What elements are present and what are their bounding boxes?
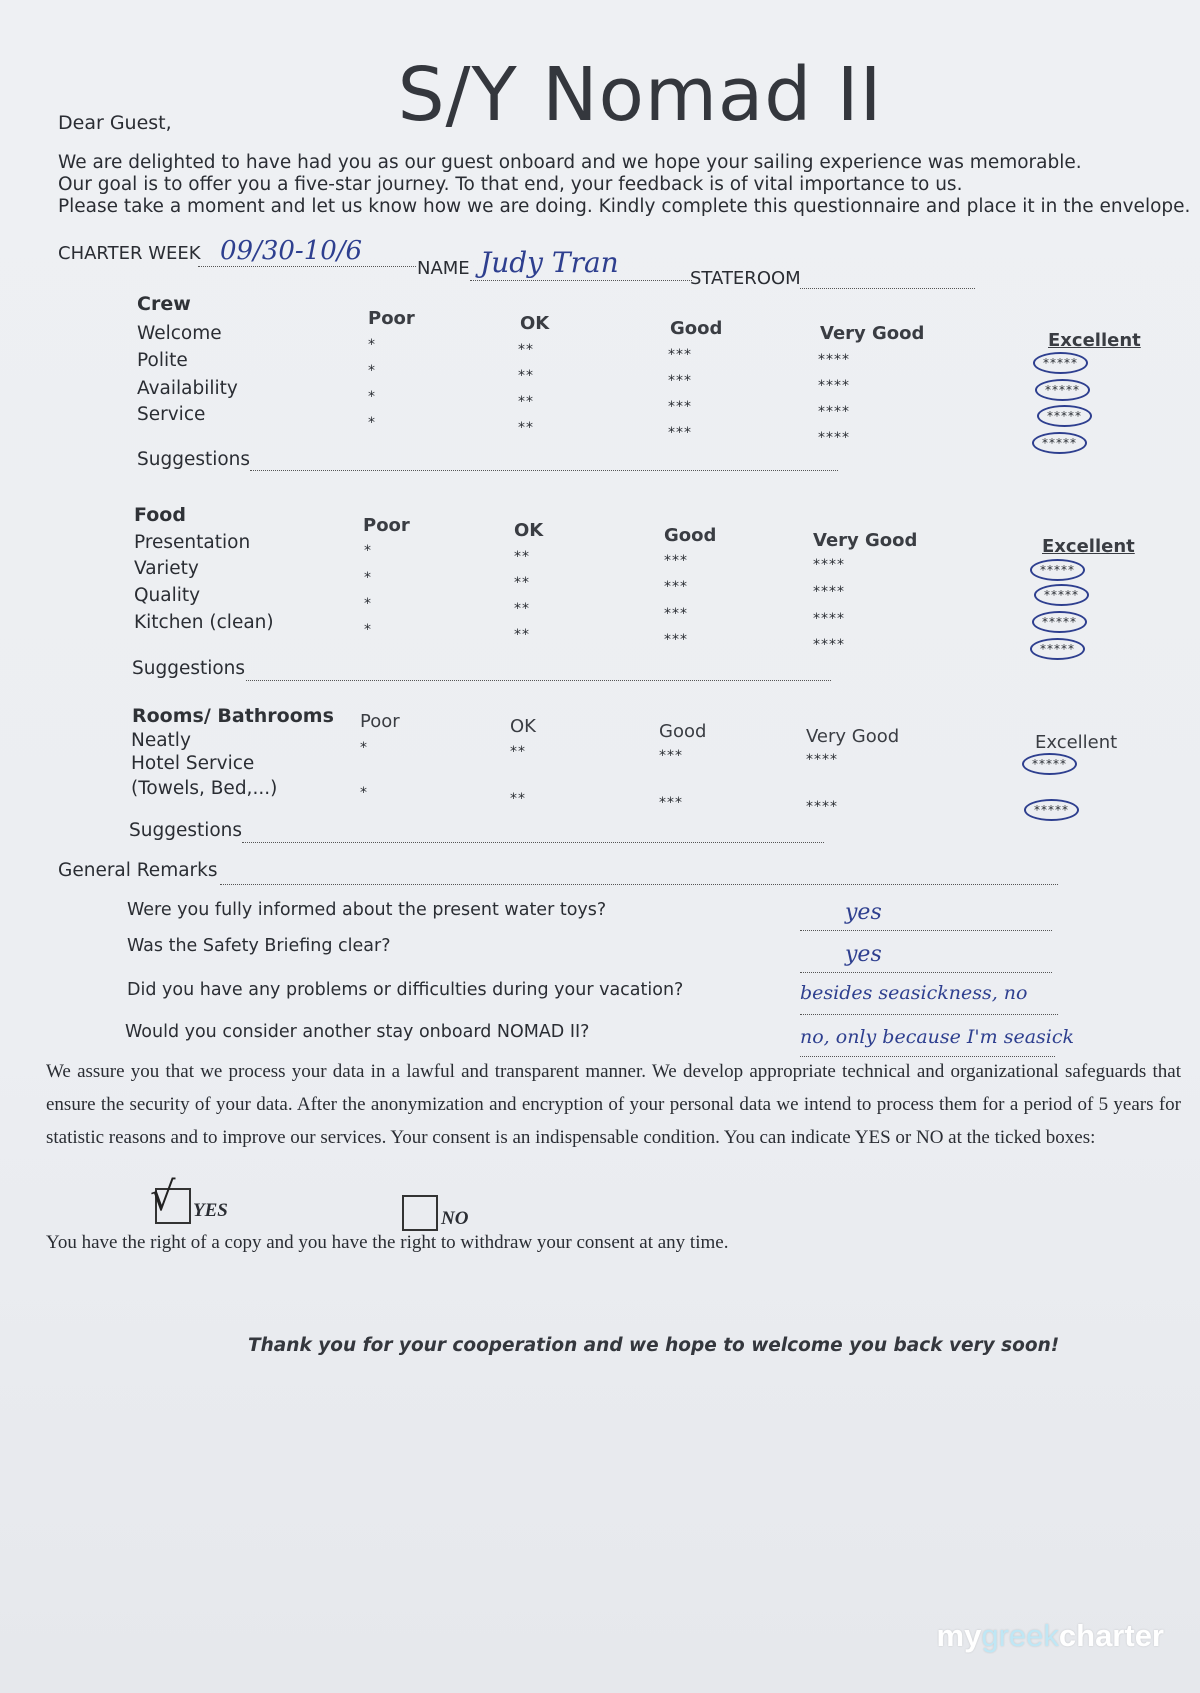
col-head-very-good: Very Good — [820, 323, 925, 344]
rating-good[interactable]: *** — [668, 425, 692, 441]
rating-ok[interactable]: ** — [514, 601, 530, 617]
answer-safety-briefing[interactable]: yes — [845, 942, 882, 967]
rating-ok[interactable]: ** — [518, 368, 534, 384]
check-mark-icon: √ — [150, 1174, 176, 1220]
rating-poor[interactable]: * — [364, 596, 372, 612]
rating-poor[interactable]: * — [364, 622, 372, 638]
answer-line — [800, 930, 1052, 931]
watermark-part: greek — [981, 1618, 1059, 1653]
crew-item-availability: Availability — [137, 378, 238, 399]
answer-line — [800, 972, 1052, 973]
watermark-part: my — [936, 1618, 982, 1653]
rating-excellent-selected[interactable]: ***** — [1032, 611, 1087, 633]
crew-suggestions-field[interactable] — [250, 470, 838, 471]
rating-poor[interactable]: * — [368, 363, 376, 379]
rating-very-good[interactable]: **** — [806, 799, 838, 815]
rating-good[interactable]: *** — [664, 606, 688, 622]
name-line — [470, 280, 692, 281]
rating-very-good[interactable]: **** — [818, 430, 850, 446]
rating-good[interactable]: *** — [668, 399, 692, 415]
section-title-crew: Crew — [137, 293, 191, 315]
answer-problems[interactable]: besides seasickness, no — [800, 982, 1028, 1004]
name-label: NAME — [417, 258, 470, 279]
rating-good[interactable]: *** — [668, 373, 692, 389]
rating-ok[interactable]: ** — [518, 420, 534, 436]
rating-poor[interactable]: * — [360, 740, 368, 756]
col-head-poor: Poor — [368, 308, 415, 329]
rating-poor[interactable]: * — [368, 389, 376, 405]
stateroom-field[interactable] — [800, 288, 975, 289]
intro-line: We are delighted to have had you as our guest onboard and we hope your sailing experience was memorable. — [58, 152, 1082, 173]
rating-excellent-selected[interactable]: ***** — [1034, 584, 1089, 606]
intro-line: Please take a moment and let us know how we are doing. Kindly complete this questionnaire and place it in the envelope. — [58, 196, 1191, 217]
rating-poor[interactable]: * — [360, 785, 368, 801]
rating-ok[interactable]: ** — [510, 791, 526, 807]
rating-good[interactable]: *** — [664, 553, 688, 569]
rating-excellent-selected[interactable]: ***** — [1033, 352, 1088, 374]
rating-very-good[interactable]: **** — [813, 637, 845, 653]
consent-no-checkbox[interactable] — [402, 1195, 438, 1231]
question-safety-briefing: Was the Safety Briefing clear? — [127, 936, 391, 956]
col-head-ok: OK — [510, 716, 536, 737]
section-title-rooms: Rooms/ Bathrooms — [132, 705, 334, 727]
food-suggestions-field[interactable] — [246, 680, 831, 681]
rating-poor[interactable]: * — [368, 415, 376, 431]
charter-week-label: CHARTER WEEK — [58, 243, 201, 264]
col-head-excellent: Excellent — [1035, 732, 1118, 753]
consent-yes-label: YES — [193, 1200, 228, 1221]
food-item-variety: Variety — [134, 558, 199, 579]
rooms-suggestions-label: Suggestions — [129, 820, 243, 841]
rating-very-good[interactable]: **** — [813, 584, 845, 600]
food-suggestions-label: Suggestions — [132, 658, 246, 679]
rating-good[interactable]: *** — [659, 795, 683, 811]
answer-line — [800, 1014, 1058, 1015]
watermark-logo — [937, 1618, 1164, 1654]
watermark-part: charter — [1058, 1618, 1164, 1653]
rating-excellent-selected[interactable]: ***** — [1032, 432, 1087, 454]
rating-excellent-selected[interactable]: ***** — [1030, 559, 1085, 581]
col-head-excellent: Excellent — [1042, 536, 1135, 557]
crew-suggestions-label: Suggestions — [137, 449, 251, 470]
rating-good[interactable]: *** — [659, 748, 683, 764]
page-title: S/Y Nomad II — [397, 52, 883, 138]
crew-item-service: Service — [137, 404, 206, 425]
rating-ok[interactable]: ** — [514, 627, 530, 643]
question-problems: Did you have any problems or difficulties during your vacation? — [127, 980, 684, 1000]
col-head-good: Good — [670, 318, 723, 339]
crew-item-welcome: Welcome — [137, 323, 222, 344]
thank-you-message: Thank you for your cooperation and we hope to welcome you back very soon! — [248, 1335, 1060, 1356]
col-head-poor: Poor — [363, 515, 410, 536]
answer-another-stay[interactable]: no, only because I'm seasick — [800, 1026, 1075, 1048]
rating-ok[interactable]: ** — [514, 549, 530, 565]
section-title-food: Food — [134, 504, 186, 526]
charter-week-field[interactable]: 09/30-10/6 — [220, 236, 363, 266]
rating-poor[interactable]: * — [364, 570, 372, 586]
col-head-ok: OK — [520, 313, 550, 334]
food-item-quality: Quality — [134, 585, 201, 606]
rooms-item-towels-bed: (Towels, Bed,...) — [131, 778, 278, 799]
question-another-stay: Would you consider another stay onboard NOMAD II? — [125, 1022, 590, 1042]
rating-good[interactable]: *** — [664, 632, 688, 648]
answer-water-toys[interactable]: yes — [845, 900, 882, 925]
rating-ok[interactable]: ** — [518, 394, 534, 410]
intro-paragraph — [58, 152, 1191, 218]
rating-excellent-selected[interactable]: ***** — [1030, 638, 1085, 660]
rooms-item-neatly: Neatly — [131, 730, 191, 751]
rating-poor[interactable]: * — [364, 543, 372, 559]
rating-excellent-selected[interactable]: ***** — [1037, 405, 1092, 427]
rating-very-good[interactable]: **** — [813, 611, 845, 627]
rating-ok[interactable]: ** — [518, 342, 534, 358]
name-field[interactable]: Judy Tran — [480, 246, 619, 279]
rating-very-good[interactable]: **** — [818, 404, 850, 420]
consent-no-label: NO — [441, 1208, 469, 1229]
food-item-presentation: Presentation — [134, 532, 251, 553]
rooms-item-hotel-service: Hotel Service — [131, 753, 255, 774]
crew-item-polite: Polite — [137, 350, 188, 371]
food-item-kitchen: Kitchen (clean) — [134, 612, 274, 633]
col-head-good: Good — [659, 721, 707, 742]
rating-very-good[interactable]: **** — [818, 378, 850, 394]
rating-ok[interactable]: ** — [514, 575, 530, 591]
general-remarks-field[interactable] — [220, 884, 1058, 885]
rating-good[interactable]: *** — [668, 347, 692, 363]
general-remarks-label: General Remarks — [58, 860, 218, 881]
rating-very-good[interactable]: **** — [806, 752, 838, 768]
rating-very-good[interactable]: **** — [813, 557, 845, 573]
col-head-poor: Poor — [360, 711, 400, 732]
col-head-excellent: Excellent — [1048, 330, 1141, 351]
rating-ok[interactable]: ** — [510, 744, 526, 760]
consent-withdraw-note: You have the right of a copy and you have the right to withdraw your consent at any time. — [46, 1232, 729, 1253]
intro-line: Our goal is to offer you a five-star journey. To that end, your feedback is of vital importance to us. — [58, 174, 963, 195]
rating-excellent-selected[interactable]: ***** — [1035, 379, 1090, 401]
col-head-very-good: Very Good — [806, 726, 900, 747]
col-head-very-good: Very Good — [813, 530, 918, 551]
rating-excellent-selected[interactable]: ***** — [1024, 799, 1079, 821]
privacy-statement: We assure you that we process your data in a lawful and transparent manner. We develop appropriate technical and organizational safeguards that ensure the security of your data. After the anonymization and encryption of your personal data we intend to process them for a period of 5 years for statistic reasons and to improve our services. Your consent is an indispensable condition. You can indicate YES or NO at the ticked boxes: — [46, 1061, 1181, 1148]
charter-week-line — [198, 266, 416, 267]
col-head-ok: OK — [514, 520, 544, 541]
greeting: Dear Guest, — [58, 112, 172, 134]
rating-good[interactable]: *** — [664, 579, 688, 595]
rating-excellent-selected[interactable]: ***** — [1022, 753, 1077, 775]
rooms-suggestions-field[interactable] — [242, 842, 824, 843]
rating-poor[interactable]: * — [368, 337, 376, 353]
question-water-toys: Were you fully informed about the present water toys? — [127, 900, 607, 920]
stateroom-label: STATEROOM — [690, 268, 801, 289]
rating-very-good[interactable]: **** — [818, 352, 850, 368]
col-head-good: Good — [664, 525, 717, 546]
